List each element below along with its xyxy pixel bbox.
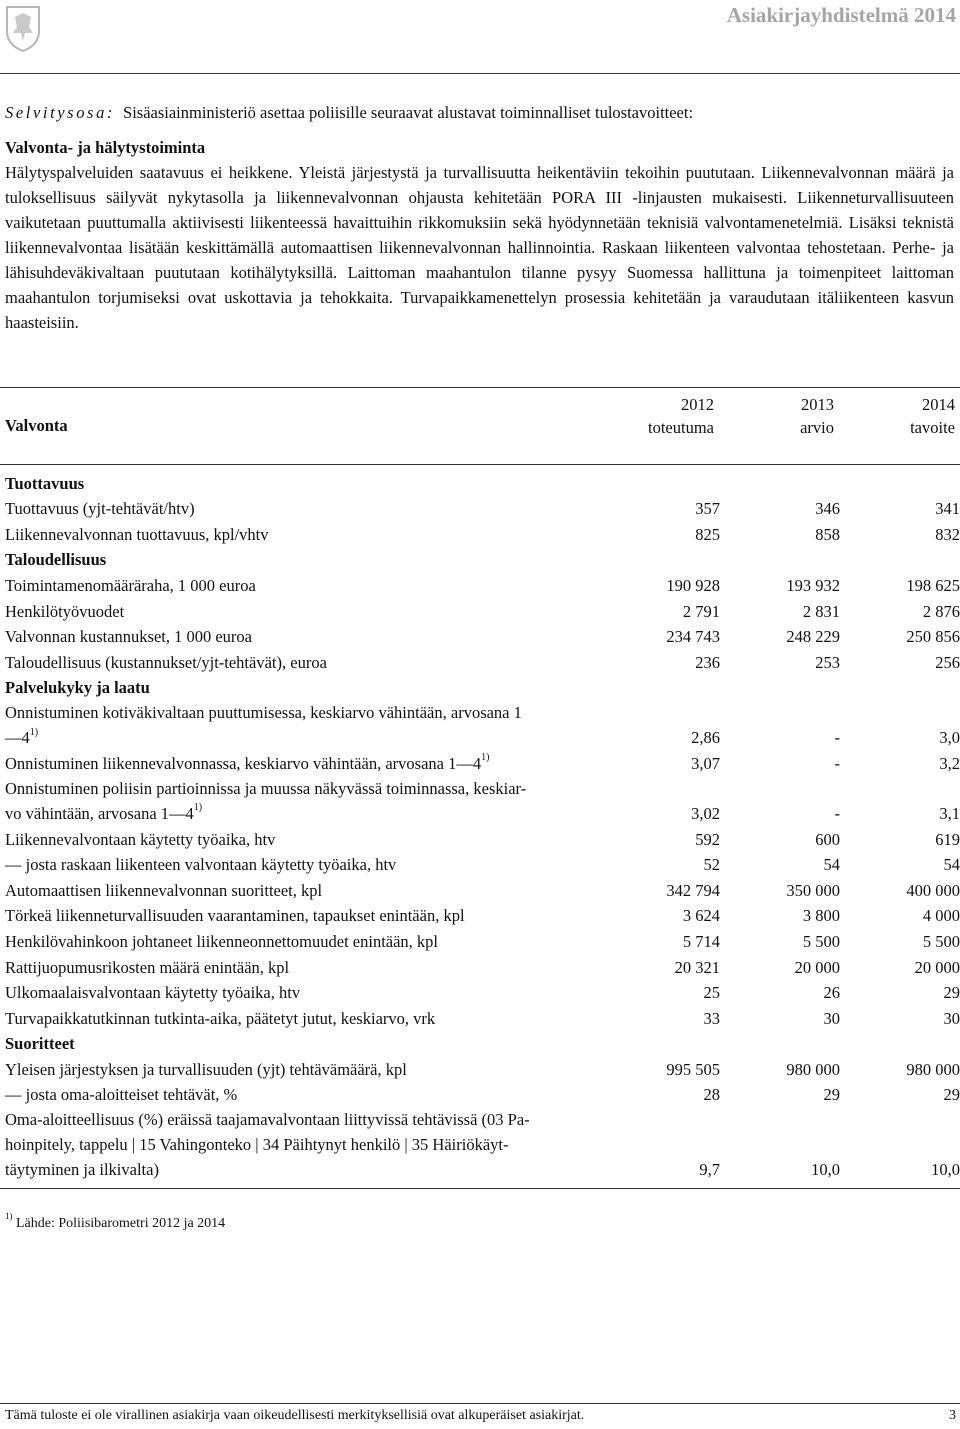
row-label-line: vo vähintään, arvosana 1—4 — [5, 803, 194, 823]
value-cell-2012: 2 791 — [682, 601, 720, 621]
intro-section — [5, 100, 954, 335]
row-label-line: Suoritteet — [5, 1034, 75, 1054]
table-row — [0, 521, 960, 547]
table-row — [0, 1082, 960, 1108]
row-label — [0, 929, 595, 954]
value-cell-2012: 825 — [695, 524, 720, 544]
value-cell-2012: 9,7 — [699, 1160, 720, 1180]
row-label-line: Henkilövahinkoon johtaneet liikenneonnettomuudet enintään, kpl — [5, 931, 439, 951]
value-cell-2013: 29 — [823, 1085, 840, 1105]
value-cell-2013: - — [834, 803, 840, 823]
value-cell-2012: 3,02 — [691, 803, 720, 823]
group-label — [0, 471, 595, 496]
row-label — [0, 852, 595, 877]
value-cell-2013: 193 932 — [786, 575, 840, 595]
table-group-row — [0, 1031, 960, 1057]
group-label — [0, 1031, 595, 1056]
table-row — [0, 826, 960, 852]
column-year: 2013 — [801, 395, 834, 414]
value-cell-2014: 30 — [943, 1008, 960, 1028]
value-cell-2014: 54 — [943, 855, 960, 875]
value-cell-2013: - — [834, 728, 840, 748]
row-label-line: Yleisen järjestyksen ja turvallisuuden (yjt) tehtävämäärä, kpl — [5, 1059, 407, 1079]
table-bottom-rule — [0, 1188, 960, 1189]
value-cell-2013: 980 000 — [786, 1059, 840, 1079]
document-header-title: Asiakirjayhdistelmä 2014 — [726, 3, 956, 27]
value-cell-2013: 600 — [815, 829, 840, 849]
row-label-line: Oma-aloitteellisuus (%) eräissä taajamavalvontaan liittyvissä tehtävissä (03 Pa- — [5, 1110, 530, 1130]
value-cell-2013: 5 500 — [802, 931, 840, 951]
row-label-line: Onnistuminen kotiväkivaltaan puuttumisessa, keskiarvo vähintään, arvosana 1 — [5, 703, 522, 723]
value-cell-2014: 250 856 — [906, 627, 960, 647]
value-cell-2012: 52 — [703, 855, 720, 875]
row-label-line: Törkeä liikenneturvallisuuden vaarantaminen, tapaukset enintään, kpl — [5, 906, 465, 926]
table-row — [0, 903, 960, 929]
value-cell-2013: 26 — [823, 983, 840, 1003]
column-header-2013 — [800, 393, 834, 439]
table-row — [0, 928, 960, 954]
row-label-line: Liikennevalvontaan käytetty työaika, htv — [5, 829, 276, 849]
value-cell-2014: 3,0 — [939, 728, 960, 748]
footer-rule — [0, 1403, 960, 1404]
table-row — [0, 1005, 960, 1031]
value-cell-2012: 3,07 — [691, 753, 720, 773]
value-cell-2013: 253 — [815, 652, 840, 672]
table-row — [0, 1056, 960, 1082]
row-label-line: hoinpitely, tappelu | 15 Vahingonteko | 34 Päihtynyt henkilö | 35 Häiriökäyt- — [5, 1135, 509, 1155]
value-cell-2013: 3 800 — [802, 906, 840, 926]
row-label — [0, 878, 595, 903]
row-label — [0, 1006, 595, 1031]
group-label — [0, 675, 595, 700]
section-paragraph: Hälytyspalveluiden saatavuus ei heikkene. Yleistä järjestystä ja turvallisuutta heikentäviin tekoihin puututaan. Liikennevalvonnan määrä ja tuloksellisuus säilyvät nykytasolla ja liikennevalvonnan ohjausta kehitetään PORA III -linjausten mukaisesti. Liikenneturvallisuuteen vaikutetaan puuttumalla aktiivisesti liikenteessä havaittuihin rikkomuksiin sekä hyödynnetään teknisiä valvontamenetelmiä. Lisäksi teknistä liikennevalvontaa lisätään keskittämällä automaattisen liikennevalvonnan hallinnointia. Raskaan liikenteen valvontaa tehostetaan. Perhe- ja lähisuhdeväkivaltaan puututaan kotihälytyksillä. Laittoman maahantulon tilanne pysyy Suomessa hallittuna ja toimenpiteet laittoman maahantulon torjumiseksi ovat uskottavia ja tehokkaita. Turvapaikkamenettelyn prosessia kehitetään ja varaudutaan itäliikenteen kasvun haasteisiin. — [5, 163, 954, 332]
value-cell-2014: 400 000 — [906, 880, 960, 900]
header-rule — [0, 73, 960, 74]
footnote-ref: 1) — [193, 802, 203, 814]
column-label: tavoite — [910, 418, 955, 437]
value-cell-2014: 29 — [943, 1085, 960, 1105]
row-label-line: Tuottavuus (yjt-tehtävät/htv) — [5, 499, 195, 519]
value-cell-2012: 3 624 — [682, 906, 720, 926]
table-row — [0, 649, 960, 675]
row-label-line: Automaattisen liikennevalvonnan suoritteet, kpl — [5, 880, 323, 900]
value-cell-2013: - — [834, 753, 840, 773]
row-label-line: Onnistuminen poliisin partioinnissa ja muussa näkyvässä toiminnassa, keskiar- — [5, 778, 527, 798]
column-label: arvio — [800, 418, 834, 437]
column-year: 2012 — [681, 395, 714, 414]
value-cell-2013: 248 229 — [786, 627, 840, 647]
section-heading: Valvonta- ja hälytystoiminta — [5, 138, 206, 157]
row-label-line: Taloudellisuus — [5, 550, 107, 570]
column-header-2012 — [648, 393, 714, 439]
row-label-line: Henkilötyövuodet — [5, 601, 125, 621]
value-cell-2012: 234 743 — [666, 627, 720, 647]
row-label-line: Palvelukyky ja laatu — [5, 678, 150, 698]
value-cell-2012: 190 928 — [666, 575, 720, 595]
value-cell-2012: 236 — [695, 652, 720, 672]
value-cell-2014: 4 000 — [922, 906, 960, 926]
table-row — [0, 598, 960, 624]
footnote — [5, 1211, 226, 1232]
row-label-line: Tuottavuus — [5, 473, 85, 493]
row-label — [0, 1057, 595, 1082]
table-group-row — [0, 547, 960, 573]
table-row — [0, 980, 960, 1006]
value-cell-2012: 357 — [695, 499, 720, 519]
row-label — [0, 650, 595, 675]
column-header-2014 — [910, 393, 955, 439]
table-row — [0, 776, 960, 826]
intro-text: Sisäasiainministeriö asettaa poliisille seuraavat alustavat toiminnalliset tulostavoitteet: — [123, 103, 694, 122]
value-cell-2014: 256 — [935, 652, 960, 672]
row-label — [0, 700, 595, 750]
value-cell-2012: 995 505 — [666, 1059, 720, 1079]
row-label-line: — josta raskaan liikenteen valvontaan käytetty työaika, htv — [5, 855, 397, 875]
value-cell-2014: 198 625 — [906, 575, 960, 595]
row-label-line: Liikennevalvonnan tuottavuus, kpl/vhtv — [5, 524, 269, 544]
row-label-line: — josta oma-aloitteiset tehtävät, % — [5, 1085, 238, 1105]
intro-lead: Selvitysosa: — [5, 103, 116, 122]
row-label — [0, 624, 595, 649]
value-cell-2012: 25 — [703, 983, 720, 1003]
row-label — [0, 903, 595, 928]
value-cell-2012: 342 794 — [666, 880, 720, 900]
value-cell-2014: 832 — [935, 524, 960, 544]
value-cell-2013: 350 000 — [786, 880, 840, 900]
intro-line — [5, 100, 954, 125]
row-label-line: Ulkomaalaisvalvontaan käytetty työaika, htv — [5, 983, 301, 1003]
table-body — [0, 465, 960, 1182]
coat-of-arms-logo — [3, 3, 43, 53]
value-cell-2014: 341 — [935, 499, 960, 519]
value-cell-2012: 592 — [695, 829, 720, 849]
row-label-line: täytyminen ja ilkivalta) — [5, 1160, 159, 1180]
footnote-mark: 1) — [5, 1211, 13, 1222]
footnote-text: Lähde: Poliisibarometri 2012 ja 2014 — [16, 1216, 226, 1231]
value-cell-2012: 28 — [703, 1085, 720, 1105]
value-cell-2014: 2 876 — [922, 601, 960, 621]
page-number: 3 — [949, 1408, 956, 1423]
table-row — [0, 852, 960, 878]
table-row — [0, 954, 960, 980]
group-label — [0, 547, 595, 572]
table-group-row — [0, 675, 960, 701]
row-label — [0, 776, 595, 826]
value-cell-2014: 29 — [943, 983, 960, 1003]
value-cell-2012: 33 — [703, 1008, 720, 1028]
column-label: toteutuma — [648, 418, 714, 437]
row-label — [0, 1082, 595, 1107]
row-label-line: Taloudellisuus (kustannukset/yjt-tehtävät), euroa — [5, 652, 327, 672]
table-row — [0, 750, 960, 776]
value-cell-2014: 10,0 — [931, 1160, 960, 1180]
footnote-ref: 1) — [481, 752, 490, 764]
row-label-line: Valvonnan kustannukset, 1 000 euroa — [5, 627, 252, 647]
value-cell-2013: 10,0 — [811, 1160, 840, 1180]
row-label-line: Onnistuminen liikennevalvonnassa, keskiarvo vähintään, arvosana 1—4 — [5, 753, 482, 773]
value-cell-2012: 2,86 — [691, 728, 720, 748]
value-cell-2013: 30 — [823, 1008, 840, 1028]
table-header — [0, 388, 960, 464]
row-label — [0, 980, 595, 1005]
row-label — [0, 496, 595, 521]
value-cell-2014: 980 000 — [906, 1059, 960, 1079]
row-label — [0, 1107, 595, 1182]
table-row — [0, 624, 960, 650]
value-cell-2012: 5 714 — [682, 931, 720, 951]
row-label — [0, 751, 595, 776]
value-cell-2013: 2 831 — [802, 601, 840, 621]
value-cell-2013: 54 — [823, 855, 840, 875]
row-label-line: Toimintamenomääräraha, 1 000 euroa — [5, 575, 256, 595]
value-cell-2014: 3,1 — [939, 803, 960, 823]
table-row — [0, 572, 960, 598]
value-cell-2014: 3,2 — [939, 753, 960, 773]
value-cell-2013: 346 — [815, 499, 840, 519]
row-label — [0, 573, 595, 598]
table-row — [0, 496, 960, 522]
row-label — [0, 599, 595, 624]
value-cell-2012: 20 321 — [674, 957, 720, 977]
row-label — [0, 522, 595, 547]
table-row — [0, 700, 960, 750]
table-title: Valvonta — [5, 416, 68, 435]
value-cell-2014: 5 500 — [922, 931, 960, 951]
table-group-row — [0, 470, 960, 496]
row-label-line: —4 — [5, 728, 30, 748]
column-year: 2014 — [922, 395, 955, 414]
row-label-line: Turvapaikkatutkinnan tutkinta-aika, päätetyt jutut, keskiarvo, vrk — [5, 1008, 436, 1028]
row-label — [0, 955, 595, 980]
table-row — [0, 1107, 960, 1182]
row-label-line: Rattijuopumusrikosten määrä enintään, kpl — [5, 957, 290, 977]
value-cell-2013: 20 000 — [794, 957, 840, 977]
table-row — [0, 877, 960, 903]
footnote-ref: 1) — [29, 726, 39, 738]
row-label — [0, 827, 595, 852]
value-cell-2013: 858 — [815, 524, 840, 544]
value-cell-2014: 20 000 — [914, 957, 960, 977]
footer-disclaimer: Tämä tuloste ei ole virallinen asiakirja vaan oikeudellisesti merkityksellisiä ovat alkuperäiset asiakirjat. — [5, 1408, 585, 1423]
value-cell-2014: 619 — [935, 829, 960, 849]
kpi-table — [0, 387, 960, 1189]
